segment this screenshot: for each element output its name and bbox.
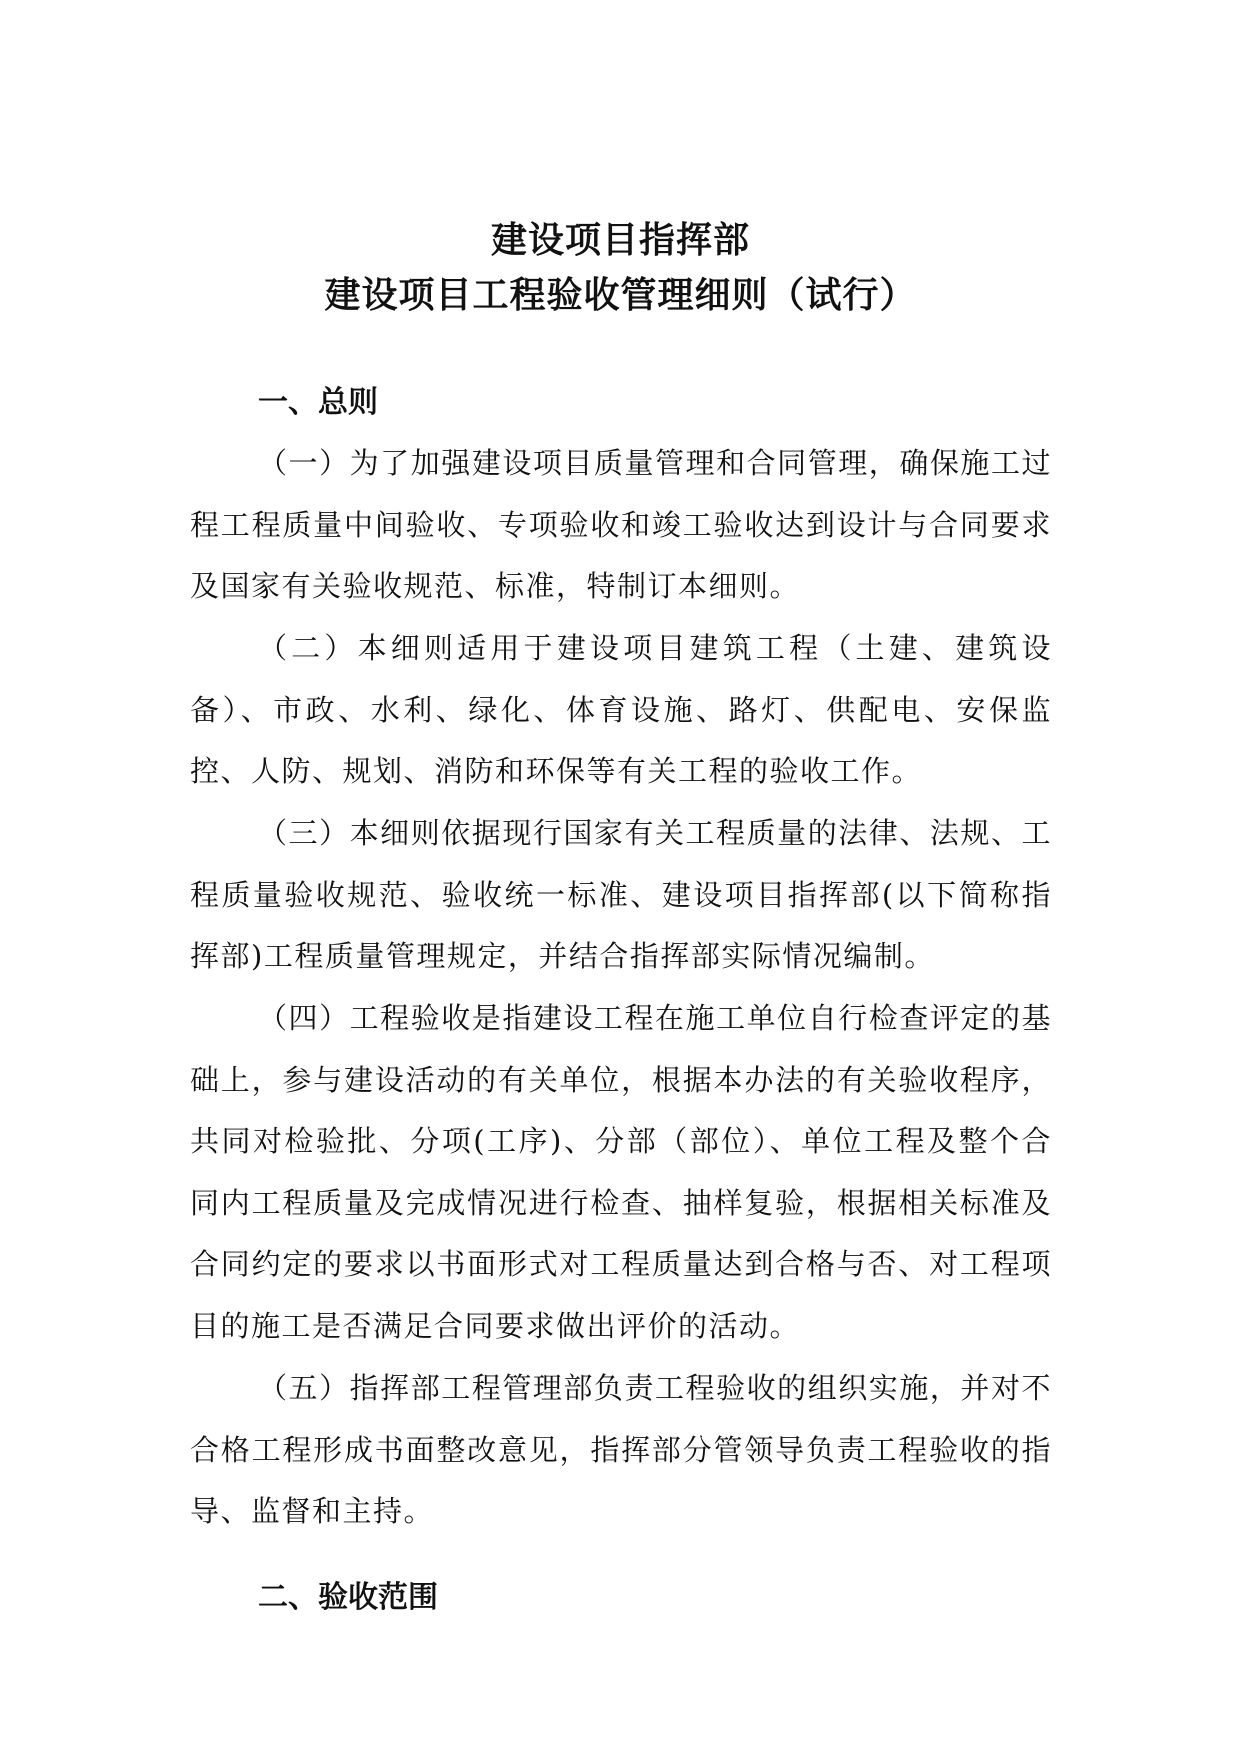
- paragraph-5: （五）指挥部工程管理部负责工程验收的组织实施，并对不合格工程形成书面整改意见，指挥部分管领导负责工程验收的指导、监督和主持。: [190, 1371, 1052, 1528]
- document-title-line-1: 建设项目指挥部: [490, 219, 750, 261]
- paragraph-4: （四）工程验收是指建设工程在施工单位自行检查评定的基础上，参与建设活动的有关单位，根据本办法的有关验收程序，共同对检验批、分项(工序)、分部（部位）、单位工程及整个合同内工程质量及完成情况进行检查、抽样复验，根据相关标准及合同约定的要求以书面形式对工程质量达到合格与否、对工程项目的施工是否满足合同要求做出评价的活动。: [190, 1001, 1052, 1343]
- section-heading-scope: 二、验收范围: [258, 1580, 438, 1615]
- paragraph-1: （一）为了加强建设项目质量管理和合同管理，确保施工过程工程质量中间验收、专项验收和竣工验收达到设计与合同要求及国家有关验收规范、标准，特制订本细则。: [190, 446, 1052, 603]
- paragraph-3: （三）本细则依据现行国家有关工程质量的法律、法规、工程质量验收规范、验收统一标准、建设项目指挥部(以下简称指挥部)工程质量管理规定，并结合指挥部实际情况编制。: [190, 816, 1052, 973]
- section-heading-general: 一、总则: [258, 385, 378, 420]
- document-title-line-2: 建设项目工程验收管理细则（试行）: [324, 274, 917, 316]
- paragraph-2: （二）本细则适用于建设项目建筑工程（土建、建筑设备）、市政、水利、绿化、体育设施、路灯、供配电、安保监控、人防、规划、消防和环保等有关工程的验收工作。: [190, 631, 1052, 788]
